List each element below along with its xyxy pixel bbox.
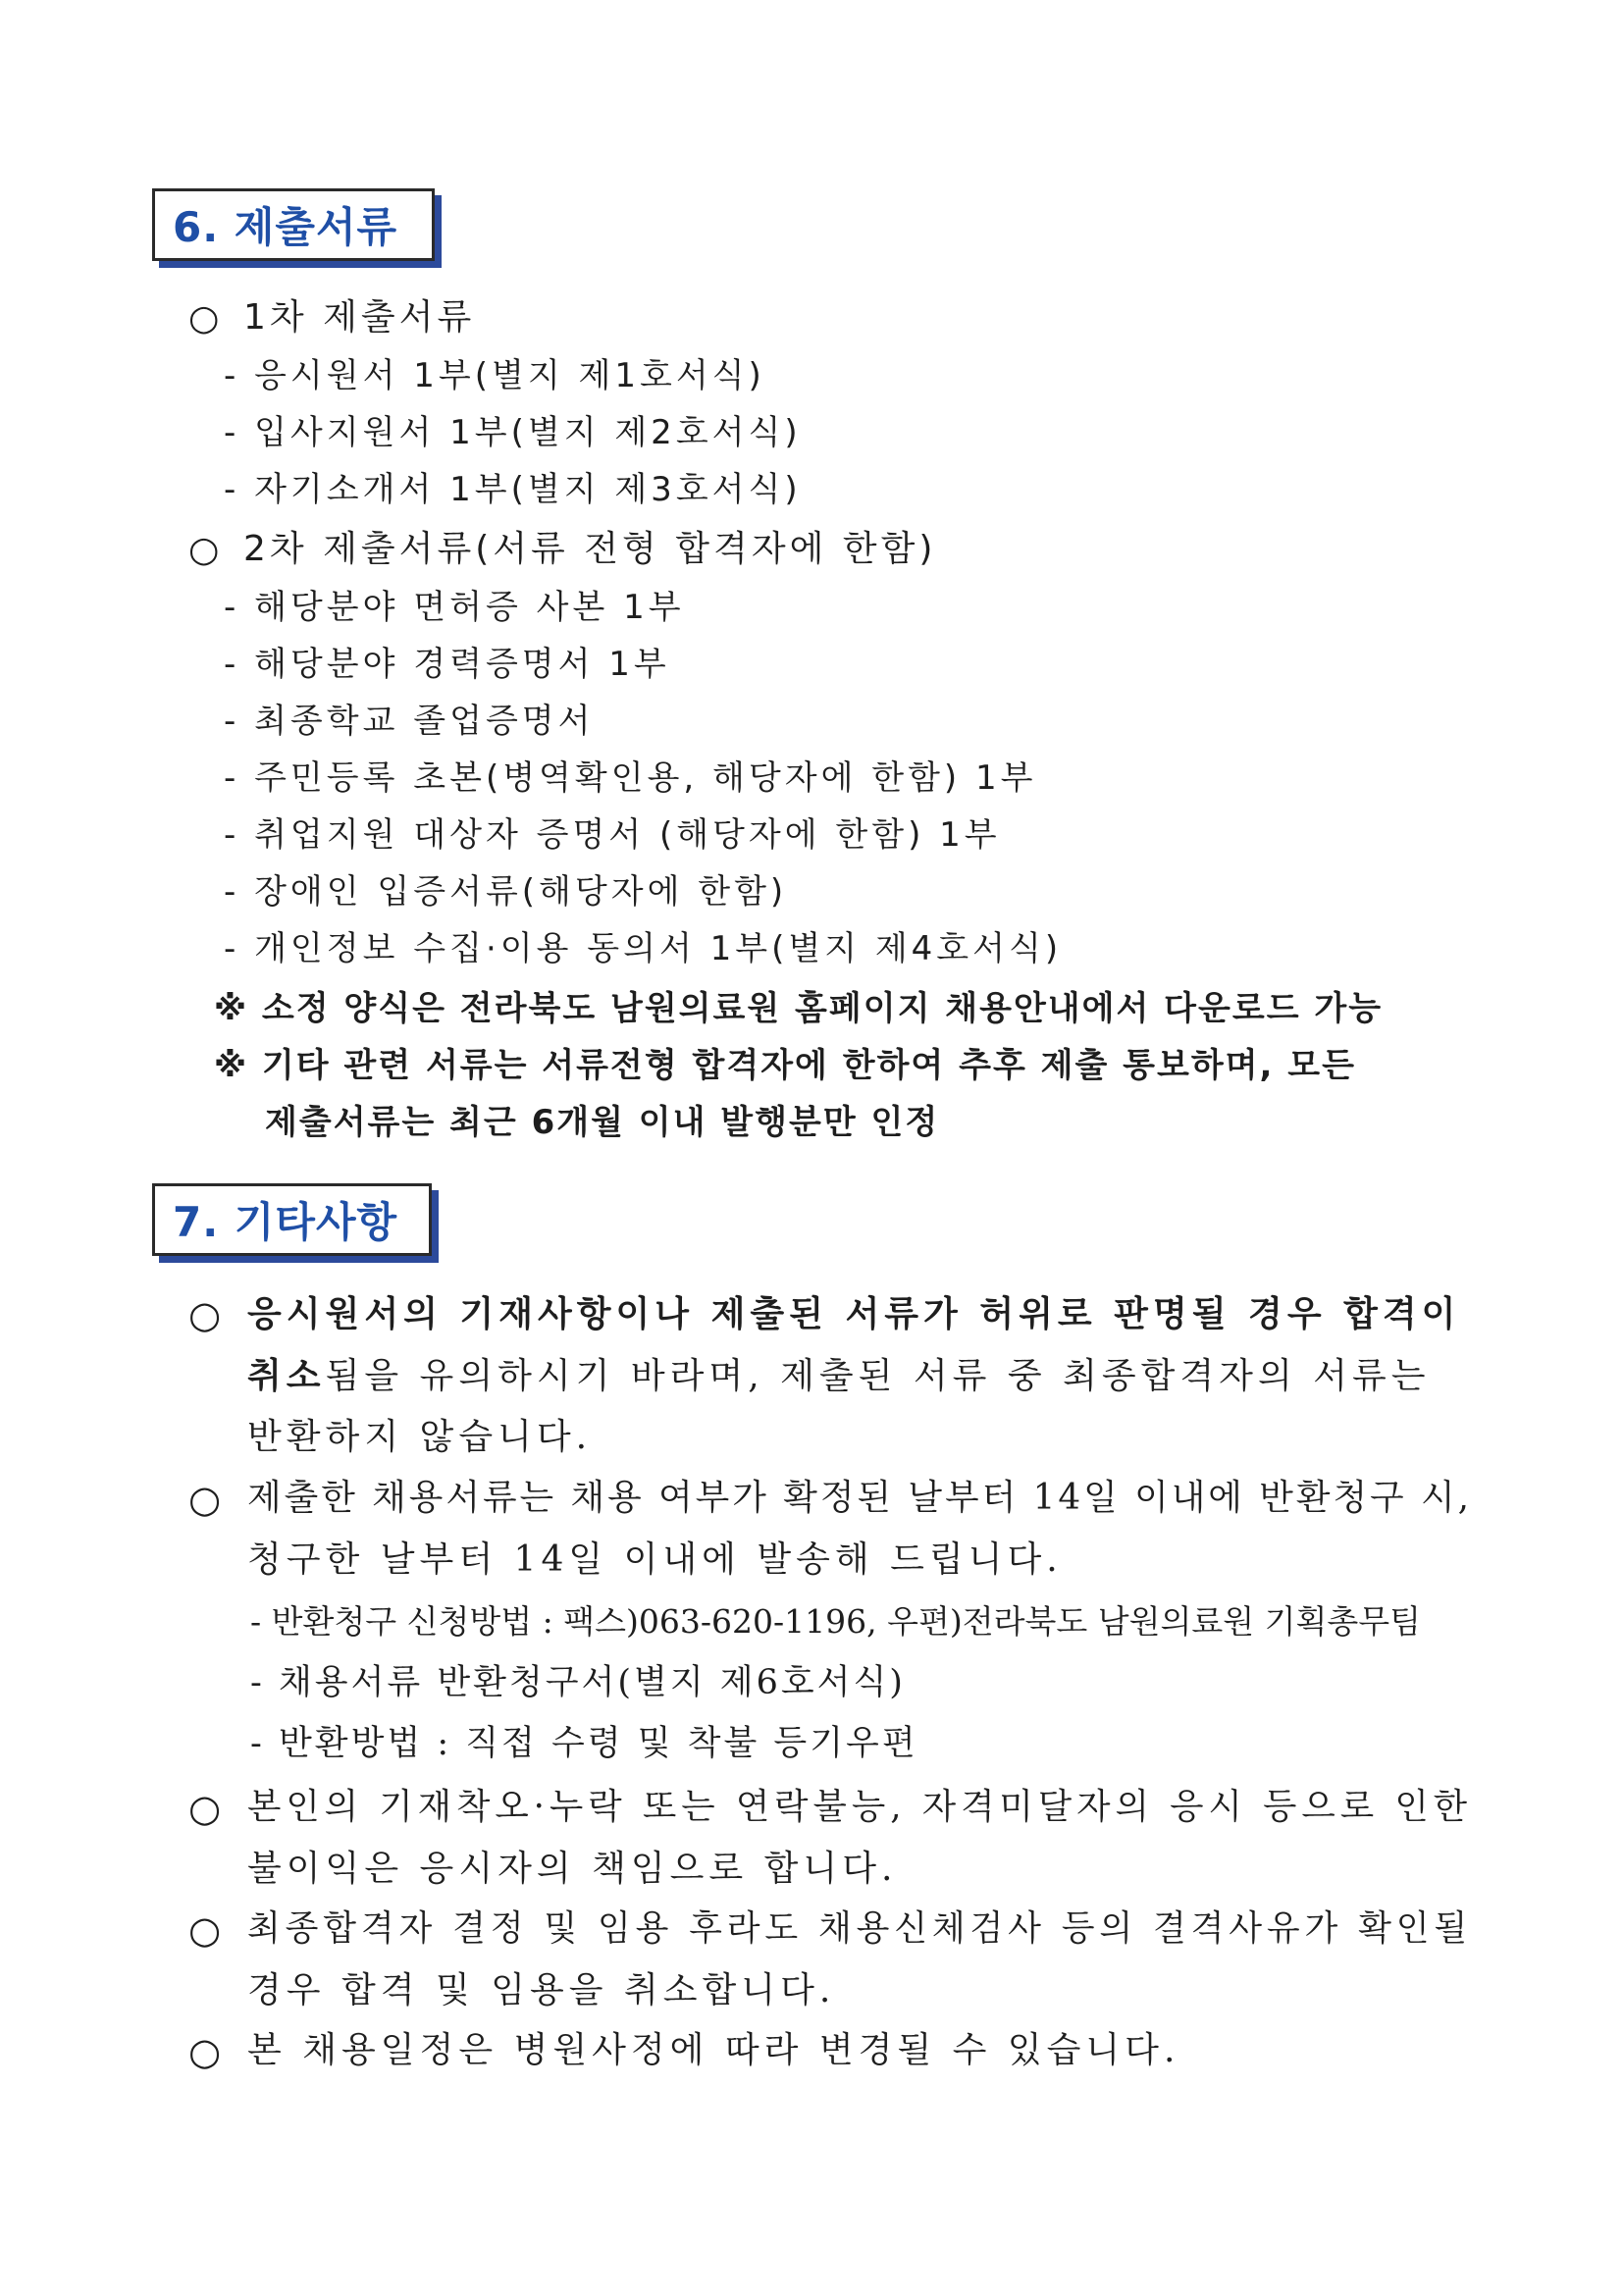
note-issue-period: 제출서류는 최근 6개월 이내 발행분만 인정 (265, 1103, 940, 1142)
second-round-item: - 주민등록 초본(병역확인용, 해당자에 한함) 1부 (224, 758, 1037, 798)
first-round-item: - 자기소개서 1부(별지 제3호서식) (224, 470, 802, 509)
note-form-download: ※ 소정 양식은 전라북도 남원의료원 홈페이지 채용안내에서 다운로드 가능 (214, 989, 1384, 1028)
return-request-method: - 반환청구 신청방법 : 팩스)063-620-1196, 우편)전라북도 남원의료원 기획총무팀 (250, 1602, 1422, 1641)
notice-appointment-cancel-line1: 최종합격자 결정 및 임용 후라도 채용신체검사 등의 결격사유가 확인될 (247, 1908, 1472, 1949)
section-6-heading-box (152, 188, 435, 261)
notice-return-request-line1: 제출한 채용서류는 채용 여부가 확정된 날부터 14일 이내에 반환청구 시, (247, 1478, 1472, 1518)
notice-schedule-change: 본 채용일정은 병원사정에 따라 변경될 수 있습니다. (247, 2030, 1180, 2070)
note-additional-documents: ※ 기타 관련 서류는 서류전형 합격자에 한하여 추후 제출 통보하며, 모든 (214, 1046, 1356, 1085)
section-7-heading-box (152, 1183, 432, 1256)
notice-false-documents-line2 (247, 1355, 1431, 1396)
first-round-item: - 입사지원서 1부(별지 제2호서식) (224, 413, 802, 452)
notice-applicant-responsibility-line2: 불이익은 응시자의 책임으로 합니다. (247, 1849, 898, 1889)
bullet-circle: ○ (188, 2030, 222, 2073)
return-request-form: - 채용서류 반환청구서(별지 제6호서식) (250, 1663, 906, 1702)
bullet-circle: ○ (188, 1478, 222, 1521)
bullet-circle: ○ (188, 1908, 222, 1952)
bullet-circle: ○ (188, 298, 220, 339)
second-round-item: - 장애인 입증서류(해당자에 한함) (224, 872, 788, 912)
first-round-title: 1차 제출서류 (243, 297, 476, 338)
second-round-title: 2차 제출서류(서류 전형 합격자에 한함) (243, 529, 937, 569)
notice-false-documents-line2-rest: 됨을 유의하시기 바라며, 제출된 서류 중 최종합격자의 서류는 (325, 1356, 1431, 1396)
second-round-item: - 해당분야 면허증 사본 1부 (224, 588, 685, 627)
second-round-item: - 취업지원 대상자 증명서 (해당자에 한함) 1부 (224, 815, 1001, 855)
cancel-emphasis: 취소 (247, 1355, 326, 1396)
notice-false-documents-line1: 응시원서의 기재사항이나 제출된 서류가 허위로 판명될 경우 합격이 (247, 1293, 1461, 1334)
bullet-circle: ○ (188, 530, 220, 570)
second-round-item: - 해당분야 경력증명서 1부 (224, 645, 670, 684)
second-round-item: - 개인정보 수집·이용 동의서 1부(별지 제4호서식) (224, 929, 1063, 968)
first-round-item: - 응시원서 1부(별지 제1호서식) (224, 356, 765, 395)
notice-false-documents-line3: 반환하지 않습니다. (247, 1417, 593, 1457)
return-method: - 반환방법 : 직접 수령 및 착불 등기우편 (250, 1724, 918, 1763)
bullet-circle: ○ (188, 1293, 222, 1336)
section-7-title: 7. 기타사항 (173, 1198, 398, 1246)
notice-applicant-responsibility-line1: 본인의 기재착오·누락 또는 연락불능, 자격미달자의 응시 등으로 인한 (247, 1787, 1472, 1827)
second-round-item: - 최종학교 졸업증명서 (224, 702, 595, 741)
notice-appointment-cancel-line2: 경우 합격 및 임용을 취소합니다. (247, 1970, 836, 2010)
section-6-title: 6. 제출서류 (173, 203, 398, 251)
bullet-circle: ○ (188, 1787, 222, 1830)
notice-return-request-line2: 청구한 날부터 14일 이내에 발송해 드립니다. (247, 1539, 1063, 1580)
